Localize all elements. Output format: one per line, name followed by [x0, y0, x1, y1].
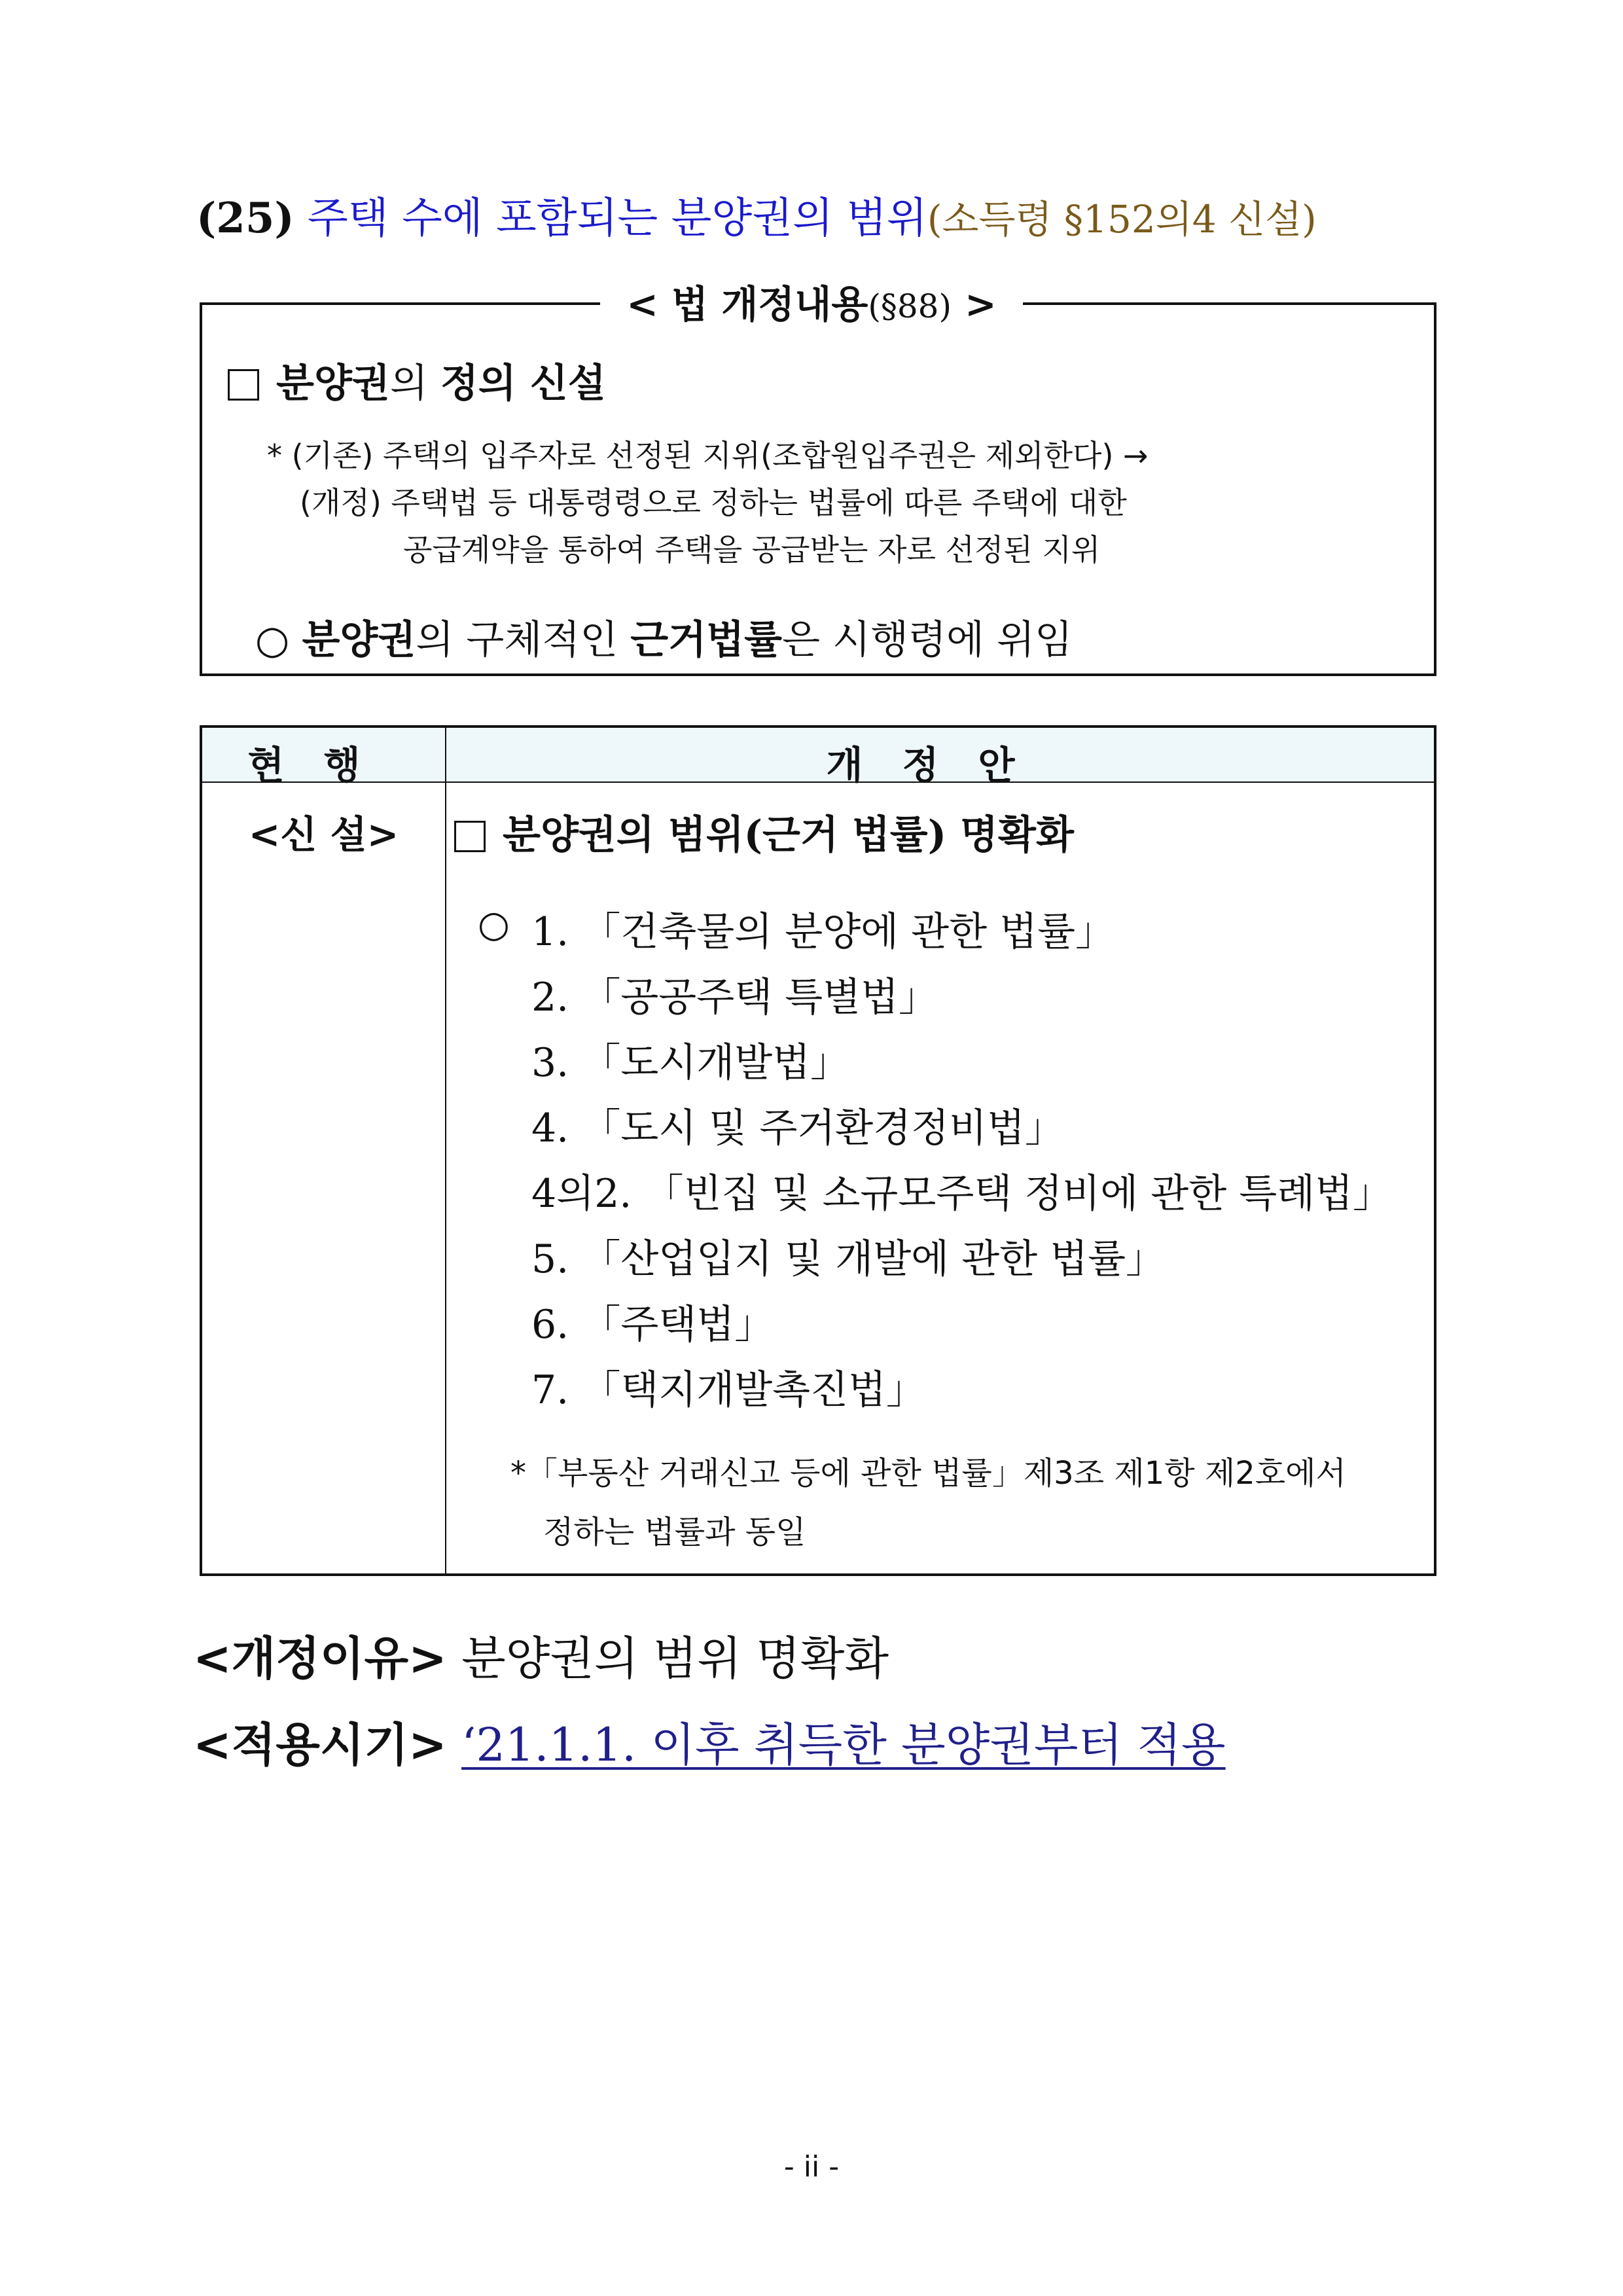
table-note-line: *「부동산 거래신고 등에 관한 법률」제3조 제1항 제2호에서	[510, 1455, 1346, 1492]
law-list-item: 5. 「산업입지 및 개발에 관한 법률」	[531, 1236, 1166, 1282]
section-reference: (소득령 §152의4 신설)	[927, 197, 1317, 242]
item-bold-1: 분양권	[276, 361, 390, 406]
square-bullet-icon	[228, 369, 259, 401]
header-current: 현행	[247, 743, 400, 787]
proposed-title-text: 분양권의 범위(근거 법률) 명확화	[503, 812, 1074, 858]
circle-bold-1: 분양권	[302, 617, 416, 663]
law-box-item	[228, 352, 606, 408]
reason-label: <개정이유>	[193, 1632, 447, 1685]
law-box-legend	[0, 274, 1623, 329]
amendment-reason	[193, 1622, 889, 1688]
legend-ref: (§88)	[868, 287, 952, 325]
application-period	[193, 1708, 1226, 1774]
table-note-line: 정하는 법률과 동일	[543, 1514, 806, 1551]
law-list-item: 7. 「택지개발촉진법」	[531, 1367, 926, 1413]
header-proposed: 개정안	[826, 743, 1054, 787]
current-cell: <신 설>	[248, 812, 399, 857]
apply-text: ‘21.1.1. 이후 취득한 분양권부터 적용	[461, 1718, 1226, 1772]
proposed-title	[454, 804, 1074, 860]
legend-title: < 법 개정내용	[626, 282, 868, 327]
table-column-divider	[445, 728, 446, 1573]
circle-text-2: 은 시행령에 위임	[782, 617, 1073, 663]
law-list-item: 6. 「주택법」	[531, 1302, 774, 1348]
section-number: (25)	[196, 194, 294, 243]
reason-text: 분양권의 범위 명확화	[461, 1632, 889, 1685]
law-box-note-line: 공급계약을 통하여 주택을 공급받는 자로 선정된 지위	[403, 532, 1101, 567]
circle-bold-2: 근거법률	[630, 617, 783, 663]
law-list-item: 3. 「도시개발법」	[531, 1040, 850, 1086]
law-box-note-line: * (기존) 주택의 입주자로 선정된 지위(조합원입주권은 제외한다) →	[267, 438, 1149, 473]
circle-bullet-icon: ○	[255, 617, 290, 663]
law-list-item: 4의2. 「빈집 및 소규모주택 정비에 관한 특례법」	[531, 1171, 1393, 1217]
law-box-note-line: (개정) 주택법 등 대통령령으로 정하는 법률에 따른 주택에 대한	[300, 485, 1127, 520]
law-list-item: 1. 「건축물의 분양에 관한 법률」	[531, 909, 1115, 955]
apply-label: <적용시기>	[193, 1718, 447, 1772]
law-list-item: 2. 「공공주택 특별법」	[531, 975, 938, 1020]
page-number: - ii -	[783, 2150, 840, 2183]
law-box-circle-item	[255, 609, 1073, 665]
section-title: 주택 수에 포함되는 분양권의 범위	[307, 194, 927, 243]
circle-bullet-icon: ○	[478, 903, 510, 946]
item-bold-2: 정의 신설	[440, 361, 606, 406]
section-heading	[196, 185, 1317, 245]
item-text-1: 의	[389, 361, 440, 406]
circle-text-1: 의 구체적인	[416, 617, 631, 663]
square-bullet-icon	[454, 821, 486, 852]
law-list-item: 4. 「도시 및 주거환경정비법」	[531, 1105, 1065, 1151]
legend-close: >	[951, 282, 997, 327]
